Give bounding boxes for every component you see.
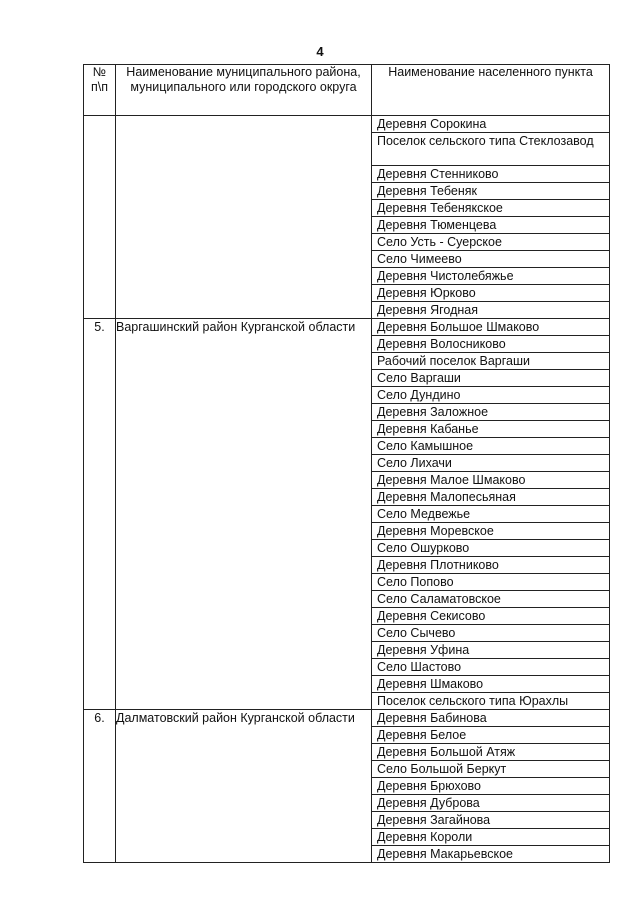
settlement-item: Деревня Белое bbox=[372, 727, 609, 744]
settlement-item: Село Лихачи bbox=[372, 455, 609, 472]
table-row bbox=[84, 116, 610, 319]
settlement-item: Деревня Уфина bbox=[372, 642, 609, 659]
district-name: Варгашинский район Курганской области bbox=[116, 319, 372, 710]
settlement-item: Деревня Секисово bbox=[372, 608, 609, 625]
settlement-item: Деревня Тюменцева bbox=[372, 217, 609, 234]
settlement-item: Село Усть - Суерское bbox=[372, 234, 609, 251]
header-settlement: Наименование населенного пункта bbox=[372, 65, 610, 116]
settlement-list-cell bbox=[372, 710, 610, 863]
settlement-list-cell bbox=[372, 116, 610, 319]
table-row bbox=[84, 319, 610, 710]
settlement-item: Село Варгаши bbox=[372, 370, 609, 387]
settlement-item: Рабочий поселок Варгаши bbox=[372, 353, 609, 370]
settlement-item: Село Саламатовское bbox=[372, 591, 609, 608]
settlement-item: Деревня Тебеняк bbox=[372, 183, 609, 200]
settlement-item: Деревня Моревское bbox=[372, 523, 609, 540]
page-number: 4 bbox=[316, 44, 324, 59]
settlement-item: Поселок сельского типа Стеклозавод bbox=[372, 133, 609, 166]
settlement-item: Село Сычево bbox=[372, 625, 609, 642]
settlement-item: Деревня Малое Шмаково bbox=[372, 472, 609, 489]
settlement-item: Деревня Короли bbox=[372, 829, 609, 846]
settlement-item: Деревня Стенниково bbox=[372, 166, 609, 183]
settlement-list bbox=[372, 319, 609, 709]
district-name bbox=[116, 116, 372, 319]
settlement-item: Село Камышное bbox=[372, 438, 609, 455]
settlement-item: Поселок сельского типа Юрахлы bbox=[377, 694, 569, 708]
settlement-item: Деревня Большой Атяж bbox=[372, 744, 609, 761]
settlement-item: Село Чимеево bbox=[372, 251, 609, 268]
settlement-item: Деревня Брюхово bbox=[372, 778, 609, 795]
settlements-table bbox=[83, 64, 610, 863]
settlement-item: Село Попово bbox=[372, 574, 609, 591]
settlement-item: Деревня Ягодная bbox=[377, 303, 479, 317]
settlement-item: Село Ошурково bbox=[372, 540, 609, 557]
header-num: № п\п bbox=[84, 65, 116, 116]
row-number: 5. bbox=[84, 319, 116, 710]
settlement-item: Деревня Чистолебяжье bbox=[372, 268, 609, 285]
settlement-item: Деревня Шмаково bbox=[372, 676, 609, 693]
settlement-item: Деревня Загайнова bbox=[372, 812, 609, 829]
settlement-item: Деревня Волосниково bbox=[372, 336, 609, 353]
settlement-item: Село Большой Беркут bbox=[372, 761, 609, 778]
settlement-item: Деревня Кабанье bbox=[372, 421, 609, 438]
district-name: Далматовский район Курганской области bbox=[116, 710, 372, 863]
settlement-item: Деревня Заложное bbox=[372, 404, 609, 421]
settlement-item: Деревня Тебенякское bbox=[372, 200, 609, 217]
settlement-item: Деревня Большое Шмаково bbox=[372, 319, 609, 336]
settlement-item: Деревня Юрково bbox=[372, 285, 609, 302]
table-row bbox=[84, 710, 610, 863]
settlement-list-cell bbox=[372, 319, 610, 710]
settlement-item: Село Медвежье bbox=[372, 506, 609, 523]
settlement-item: Деревня Малопесьяная bbox=[372, 489, 609, 506]
settlement-list bbox=[372, 710, 609, 862]
settlement-item: Село Дундино bbox=[372, 387, 609, 404]
row-number: 6. bbox=[84, 710, 116, 863]
settlement-item: Деревня Сорокина bbox=[372, 116, 609, 133]
row-number bbox=[84, 116, 116, 319]
settlement-list bbox=[372, 116, 609, 318]
header-district: Наименование муниципального района, муниципального или городского округа bbox=[116, 65, 372, 116]
table-header-row bbox=[84, 65, 610, 116]
settlement-item: Деревня Макарьевское bbox=[377, 847, 513, 861]
settlement-item: Деревня Плотниково bbox=[372, 557, 609, 574]
settlement-item: Деревня Бабинова bbox=[372, 710, 609, 727]
settlement-item: Деревня Дуброва bbox=[372, 795, 609, 812]
settlement-item: Село Шастово bbox=[372, 659, 609, 676]
